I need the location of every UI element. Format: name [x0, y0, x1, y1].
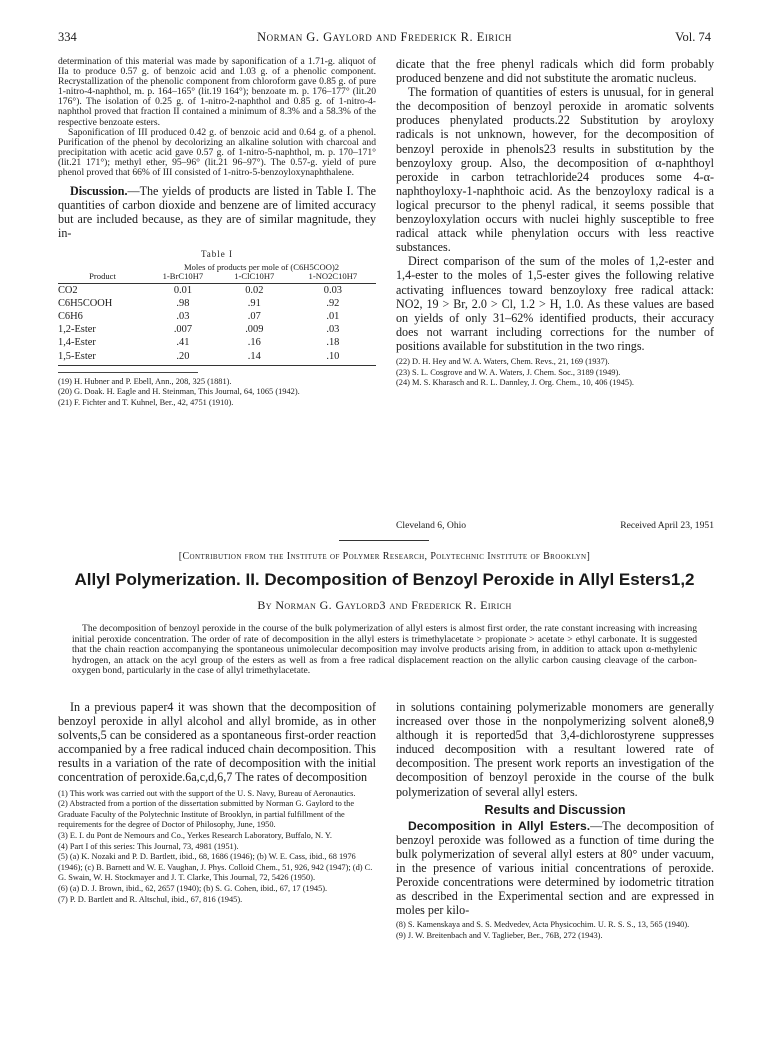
paragraph: Direct comparison of the sum of the moles of 1,2-ester and 1,4-ester to the moles of 1,5-ester gives the following relative activating influences toward benzoyloxy free radical attack: NO2, 19 > Br, 2.0 > Cl, 1.2 > H, 1.0. As these values are based on yields of only 31–62% identified products, their accuracy does not warrant including corrections for the number of positions available for substitution in the two rings.: [396, 254, 714, 353]
table-column-header: 1-NO2C10H7: [308, 270, 358, 281]
table-cell: .41: [176, 337, 190, 349]
table-row: [58, 349, 376, 362]
footnote: (20) G. Doak. H. Eagle and H. Steinman, This Journal, 64, 1065 (1942).: [58, 387, 300, 397]
table-cell-product: 1,5-Ester: [58, 350, 96, 362]
footnote: (1) This work was carried out with the support of the U. S. Navy, Bureau of Aeronautics.: [58, 788, 356, 798]
abstract: The decomposition of benzoyl peroxide in the course of the bulk polymerization of allyl esters is almost first order, the rate constant increasing with increasing initial peroxide concentration. The order of rate of decomposition in the allyl esters is trimethylacetate > propionate > acetate > ethyl carbonate. It is suggested that the chain reaction accompanying the spontaneous unimolecular decomposition may involve products arising from, in addition to attack upon α-methylenic hydrogen, an attack on the acyl group of the esters as well as from a free radical displacement reaction on the allylic carbon causing cleavage of the carbon-oxygen bond, particularly in the case of allyl trimethylacetate.: [72, 623, 697, 676]
table-cell: .14: [247, 350, 261, 362]
article-title: Allyl Polymerization. II. Decomposition of Benzoyl Peroxide in Allyl Esters1,2: [74, 570, 695, 589]
table-cell: .18: [326, 337, 340, 349]
top-left-column: [58, 57, 376, 408]
footnote: (7) P. D. Bartlett and R. Altschul, ibid., 67, 816 (1945).: [58, 894, 243, 904]
table-caption: Table I: [200, 248, 234, 259]
received-date: Received April 23, 1951: [620, 520, 714, 531]
article-authors: By Norman G. Gaylord3 and Frederick R. Eirich: [257, 598, 512, 612]
running-title: Norman G. Gaylord and Frederick R. Eirich: [257, 30, 512, 44]
footnote: (6) (a) D. J. Brown, ibid., 62, 2657 (1940); (b) S. G. Cohen, ibid., 67, 17 (1945).: [58, 883, 328, 893]
reference: (24) M. S. Kharasch and R. L. Dannley, J. Org. Chem., 10, 406 (1945).: [396, 378, 634, 388]
footnote: (21) F. Fichter and T. Kuhnel, Ber., 42, 4751 (1910).: [58, 397, 234, 407]
discussion-paragraph: [58, 184, 376, 240]
table-cell: .98: [176, 297, 190, 309]
running-header: [58, 30, 711, 46]
footnote: (3) E. I. du Pont de Nemours and Co., Yerkes Research Laboratory, Buffalo, N. Y.: [58, 830, 332, 840]
table-cell: .91: [247, 297, 261, 309]
paragraph: dicate that the free phenyl radicals which did form probably produced benzene and did not substitute the aromatic nucleus.: [396, 57, 714, 86]
reference: (9) J. W. Breitenbach and V. Taglieber, Ber., 76B, 272 (1943).: [396, 930, 603, 940]
table-cell-product: 1,4-Ester: [58, 337, 96, 349]
footnote: (5) (a) K. Nozaki and P. D. Bartlett, ibid., 68, 1686 (1946); (b) W. E. Cass, ibid., 68 1976 (1946); (c) B. Barnett and W. E. Vaughan, J. Phys. Colloid Chem., 51, 926, 942 (1947); (d) C. G. Swain, W. H. Stockmayer and J. T. Clarke, This Journal, 72, 5426 (1950).: [58, 852, 373, 883]
subsection-heading: Decomposition in Allyl Esters.: [408, 818, 591, 833]
table-row: [58, 323, 376, 336]
table-cell: .03: [326, 324, 340, 336]
location: Cleveland 6, Ohio: [396, 520, 467, 531]
products-table: [58, 263, 376, 366]
discussion-heading: Discussion.: [70, 184, 128, 199]
footnote: (19) H. Hubner and P. Ebell, Ann., 208, 325 (1881).: [58, 376, 232, 386]
footnote-rule: [58, 372, 198, 373]
table-cell: .20: [176, 350, 190, 362]
table-cell-product: C6H5COOH: [58, 297, 113, 309]
paragraph: [396, 819, 714, 918]
table-cell: .16: [247, 337, 261, 349]
table-cell: .009: [245, 324, 264, 336]
table-cell-product: 1,2-Ester: [58, 324, 96, 336]
table-cell: .03: [176, 310, 190, 322]
table-cell: 0.01: [173, 284, 193, 296]
paragraph: in solutions containing polymerizable monomers are generally increased over those in the nonpolymerizing solvent alone8,9 although it is reported5d that 3,4-dichlorostyrene suppresses induced decomposition with a resultant lowered rate of decomposition. The present work reports an investigation of the decomposition of benzoyl peroxide in the course of the bulk polymerization of several allyl esters.: [396, 700, 714, 799]
page-number: 334: [58, 30, 77, 44]
table-cell: .10: [326, 350, 340, 362]
contribution-line: [Contribution from the Institute of Polymer Research, Polytechnic Institute of Brooklyn]: [178, 551, 591, 562]
reference: (23) S. L. Cosgrove and W. A. Waters, J. Chem. Soc., 3189 (1949).: [396, 367, 621, 377]
table-cell: 0.02: [245, 284, 264, 296]
table-row: [58, 283, 376, 297]
reference: (8) S. Kamenskaya and S. S. Medvedev, Acta Physicochim. U. R. S. S., 13, 565 (1940).: [396, 920, 690, 930]
table-group-header: Moles of products per mole of (C6H5COO)2: [183, 261, 340, 272]
experimental-paragraph-2: Saponification of III produced 0.42 g. of benzoic acid and 0.64 g. of a phenol. Purification of the phenol by decolorizing an alkaline solution with charcoal and precipitation with acetic acid gave 0.57 g. of 1-nitro-5-naphthol, m. p. 170–171° (lit.21 171°); methyl ether, 95–96° (lit.21 96–97°). The 0.57-g. yield of pure phenol proved that 66% of III consisted of 1-nitro-5-benzoyloxynaphthalene.: [58, 126, 376, 179]
footnote: (2) Abstracted from a portion of the dissertation submitted by Norman G. Gaylord to the Graduate Faculty of the Polytechnic Institute of Brooklyn, in partial fulfillment of the requirements for the degree of Doctor of Philosophy, June, 1950.: [58, 799, 355, 830]
table-cell: 0.03: [323, 284, 342, 296]
table-column-header: 1-ClC10H7: [234, 270, 275, 281]
table-row: [58, 310, 376, 323]
bottom-right-column: [396, 700, 714, 942]
table-row: [58, 336, 376, 349]
volume-label: Vol. 74: [675, 30, 711, 44]
footnote: (4) Part I of this series: This Journal, 73, 4981 (1951).: [58, 841, 239, 851]
table-cell: .07: [247, 310, 261, 322]
table-product-header: Product: [89, 270, 116, 281]
table-cell: .92: [326, 297, 340, 309]
table-cell-product: C6H6: [58, 310, 83, 322]
section-divider: [339, 540, 429, 541]
paragraph: The formation of quantities of esters is unusual, for in general the decomposition of benzoyl peroxide in aromatic solvents produces phenylated products.22 Substitution by aroyloxy radicals is not unknown, however, for the decomposition of benzoyl peroxide in phenols23 results in substitution by the benzoyloxy group. Also, the decomposition of α-naphthoyl peroxide in carbon tetrachloride24 produces some 4-α-naphthoyloxy-1-naphthoic acid. As the benzoyloxy radical is a logical precursor to the phenyl radical, it seems possible that benzoyloxylation occurs with nuclei highly susceptible to free radical attack while phenylation occurs with less reactive substances.: [396, 85, 714, 255]
section-heading: Results and Discussion: [484, 802, 626, 817]
table-column-header: 1-BrC10H7: [162, 270, 204, 281]
affiliation-line: [396, 520, 714, 531]
table-row: [58, 297, 376, 310]
table-cell-product: CO2: [58, 284, 78, 296]
paragraph-text: —The decomposition of benzoyl peroxide was followed as a function of time during the bulk polymerization of several allyl esters at 80° under vacuum, in the presence of various initial concentrations of peroxide. Peroxide concentrations were determined by iodometric titration as described in the Experimental section and are expressed in moles per kilo-: [396, 818, 714, 918]
experimental-paragraph-1: determination of this material was made by saponification of a 1.71-g. aliquot of IIa to produce 0.57 g. of benzoic acid and 1.03 g. of a phenolic component. Recrystallization of the phenolic component from chloroform gave 0.85 g. of pure 1-nitro-4-naphthol, m. p. 164–165° (lit.19 164°); benzoate m. p. 176–177° (lit.20 176°). The isolation of 0.25 g. of 1-nitro-2-naphthol and 0.85 g. of 1-nitro-4-naphthol proved that fraction II contained a minimum of 8.3% and a 58.3% of the respective benzoate esters.: [58, 57, 376, 128]
reference: (22) D. H. Hey and W. A. Waters, Chem. Revs., 21, 169 (1937).: [396, 356, 610, 366]
discussion-text: —The yields of products are listed in Table I. The quantities of carbon dioxide and benzene are of limited accuracy but are included because, as they are of similar magnitude, they in-: [58, 184, 376, 241]
table-cell: .007: [173, 324, 193, 336]
paragraph: In a previous paper4 it was shown that the decomposition of benzoyl peroxide in allyl alcohol and allyl bromide, as in other solvents,5 can be considered as a spontaneous first-order reaction accompanied by a free radical induced chain decomposition. This results in a variation of the rate of decomposition with the initial concentration of peroxide.6a,c,d,6,7 The rates of decomposition: [58, 700, 376, 785]
table-cell: .01: [326, 310, 340, 322]
top-right-column: [396, 57, 714, 389]
bottom-left-column: [58, 700, 376, 905]
